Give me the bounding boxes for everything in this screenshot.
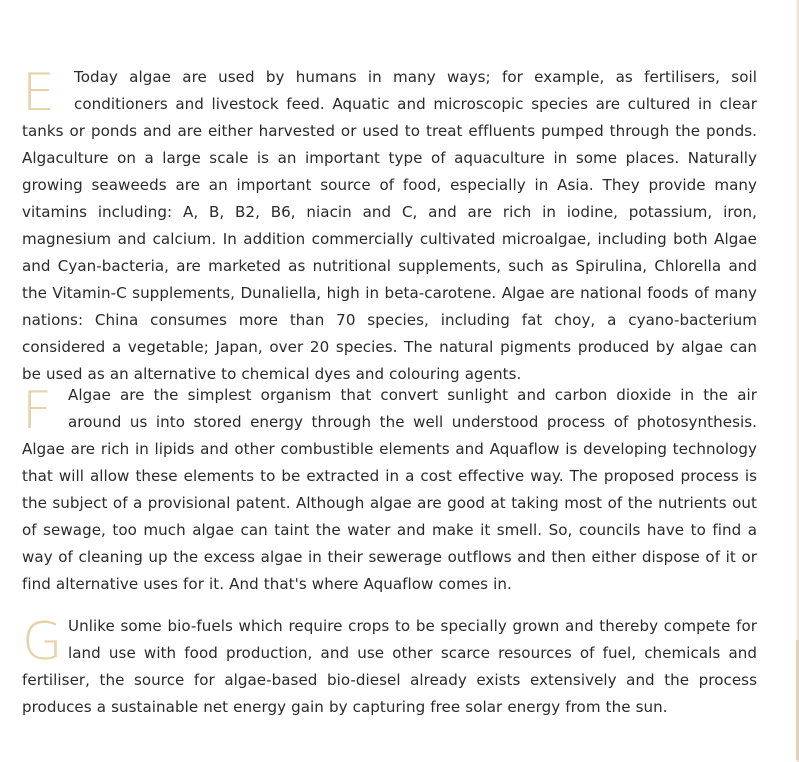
dropcap-g: G	[22, 612, 63, 673]
paragraph-g-text: Unlike some bio-fuels which require crops to be specially grown and thereby compete for land use with food production, and use other scarce resources of fuel, chemicals and fertiliser, the source for algae-based bio-diesel already exists extensively and the process produces a sustainable net energy gain by capturing free solar energy from the sun.	[22, 617, 757, 717]
paragraph-f-text: Algae are the simplest organism that convert sunlight and carbon dioxide in the air around us into stored energy through the well understood process of photosynthesis. Algae are rich in lipids and other combustible elements and Aquaflow is developing technology that will allow these elements to be extracted in a cost effective way. The proposed process is the subject of a provisional patent. Although algae are good at taking most of the nutrients out of sewage, too much algae can taint the water and make it smell. So, councils have to find a way of cleaning up the excess algae in their sewerage outflows and then either dispose of it or find alternative uses for it. And that's where Aquaflow comes in.	[22, 386, 757, 594]
dropcap-f: F	[22, 381, 52, 442]
paragraph-e-text: Today algae are used by humans in many ways; for example, as fertilisers, soil conditioners and livestock feed. Aquatic and microscopic species are cultured in clear tanks or ponds and are either harvested or used to treat effluents pumped through the ponds. Algaculture on a large scale is an important type of aquaculture in some places. Naturally growing seaweeds are an important source of food, especially in Asia. They provide many vitamins including: A, B, B2, B6, niacin and C, and are rich in iodine, potassium, iron, magnesium and calcium. In addition commercially cultivated microalgae, including both Algae and Cyan-bacteria, are marketed as nutritional supplements, such as Spirulina, Chlorella and the Vitamin-C supplements, Dunaliella, high in beta-carotene. Algae are national foods of many nations: China consumes more than 70 species, including fat choy, a cyano-bacterium considered a vegetable; Japan, over 20 species. The natural pigments produced by algae can be used as an alternative to chemical dyes and colouring agents.	[22, 68, 757, 384]
paragraph-g	[22, 613, 757, 721]
paragraph-f	[22, 382, 757, 598]
paragraph-e	[22, 64, 757, 388]
dropcap-e: E	[22, 63, 55, 124]
